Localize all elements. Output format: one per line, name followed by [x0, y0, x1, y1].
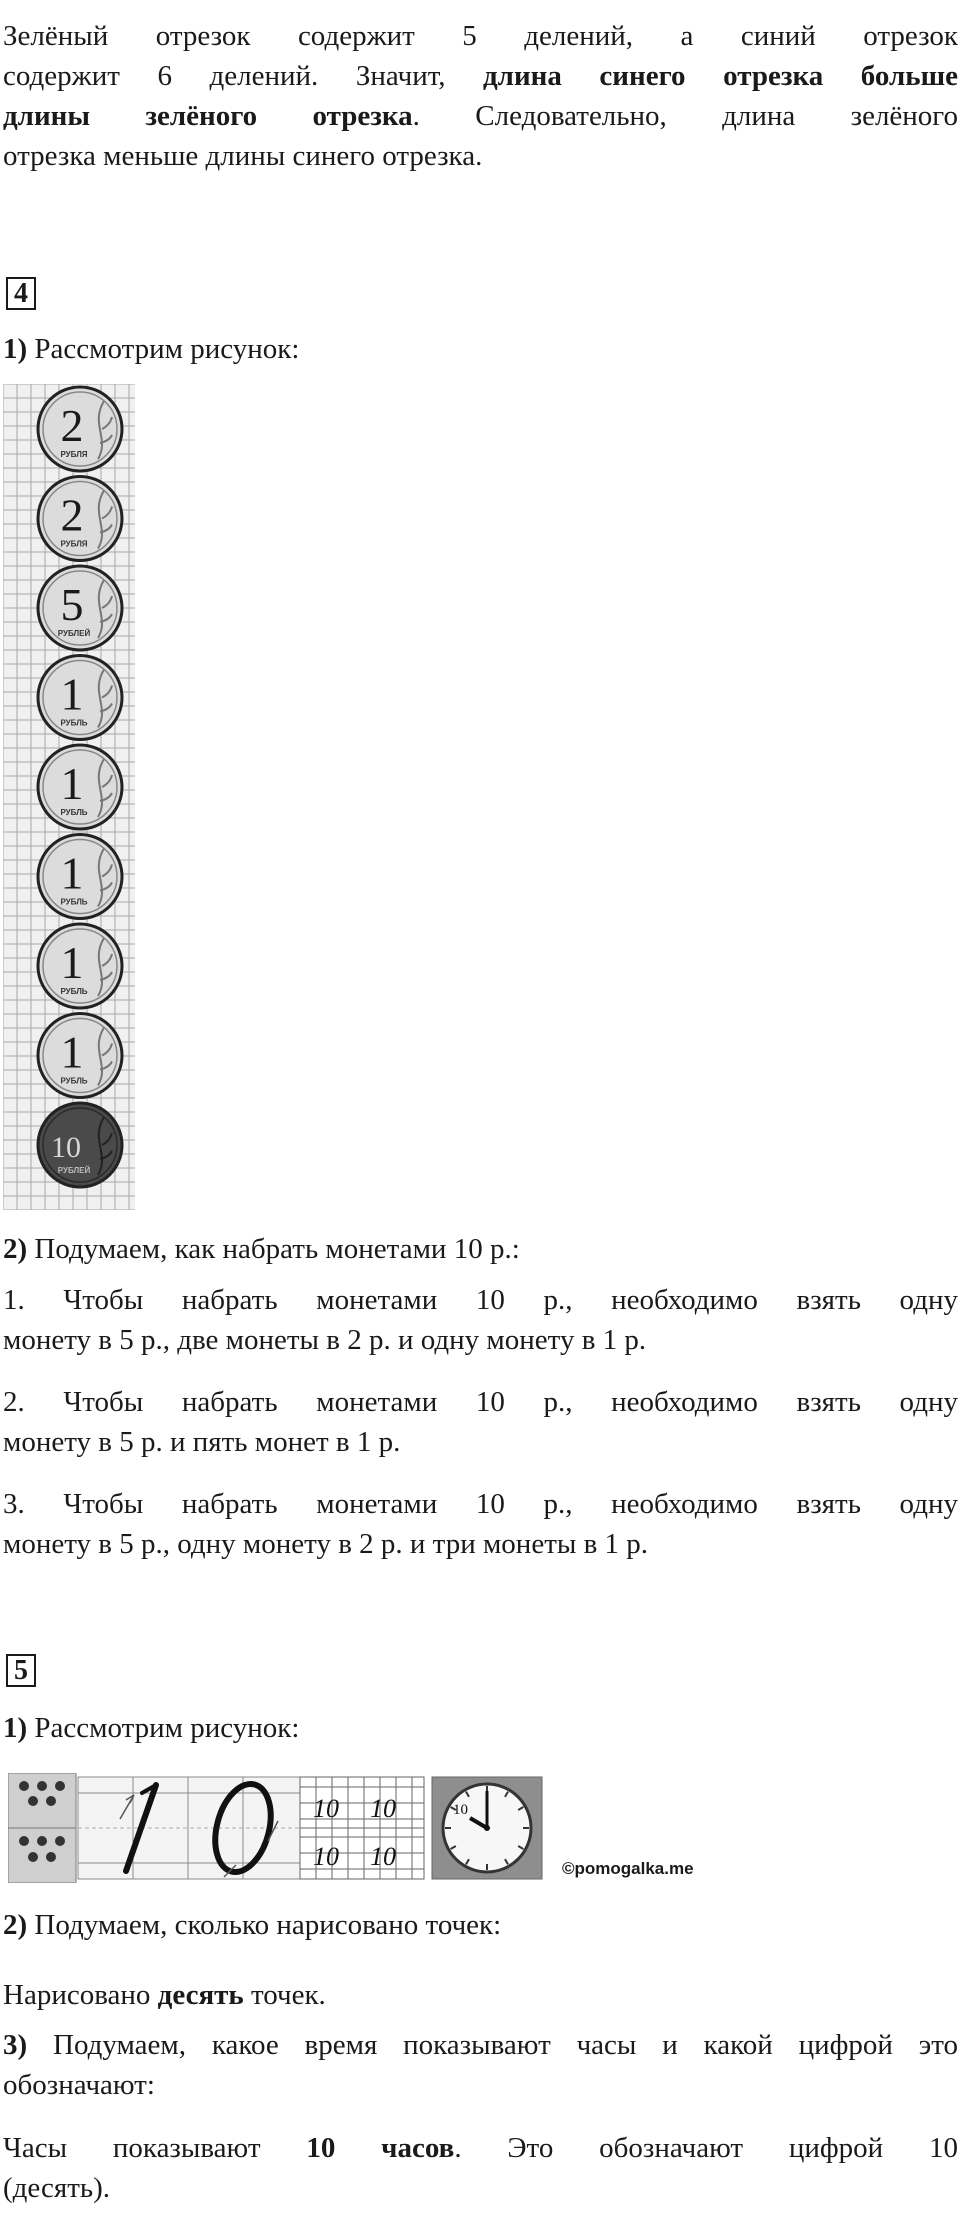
- coin-label: РУБЛЬ: [60, 808, 88, 817]
- intro-emphasis-2: длины зелёного отрезка: [3, 100, 413, 132]
- coin-value: 2: [60, 400, 84, 451]
- intro-paragraph: [3, 16, 958, 176]
- intro-emphasis: длина синего отрезка больше: [483, 60, 958, 92]
- option-3: 3. Чтобы набрать монетами 10 р., необходимо взять одну монету в 5 р., одну монету в 2 р. и три монеты в 1 р.: [3, 1488, 958, 1560]
- coin-value: 1: [60, 937, 84, 988]
- dots-panel: [8, 1773, 76, 1883]
- coin-2-rub: [38, 387, 122, 471]
- coin-value: 1: [60, 758, 84, 809]
- intro-line-4: отрезка меньше длины синего отрезка.: [3, 140, 483, 172]
- task4-step1: 1) Рассмотрим рисунок:: [3, 333, 300, 365]
- coin-label: РУБЛЕЙ: [57, 629, 91, 638]
- task5-step3: 3) Подумаем, какое время показывают часы и какой цифрой это обозначают:: [3, 2029, 958, 2101]
- coin-1-rub: [38, 745, 122, 829]
- coin-value: 1: [60, 668, 84, 720]
- coin-value: 5: [60, 579, 84, 630]
- task5-step1: 1) Рассмотрим рисунок:: [3, 1712, 300, 1744]
- coin-1-rub: [38, 835, 122, 919]
- coin-value: 10: [51, 1131, 81, 1164]
- number-ten-figure: [8, 1773, 548, 1883]
- coin-1-rub: [38, 1014, 122, 1098]
- clock-label: 10: [453, 1802, 468, 1818]
- grid-number-2: 10: [370, 1794, 396, 1823]
- intro-line-1: Зелёный отрезок содержит 5 делений, а синий отрезок: [3, 20, 958, 52]
- grid-number-1: 10: [313, 1794, 339, 1823]
- coins-figure: [3, 384, 135, 1210]
- coin-label: РУБЛЯ: [60, 539, 88, 549]
- grid-number-3: 10: [313, 1842, 339, 1871]
- coin-label: РУБЛЬ: [60, 1076, 88, 1086]
- grid-number-4: 10: [370, 1842, 396, 1871]
- handwriting-strip: [78, 1777, 300, 1879]
- coin-label: РУБЛЬ: [60, 718, 88, 728]
- task-number-4: 4: [6, 277, 36, 310]
- task-number-5: 5: [6, 1654, 36, 1687]
- task5-answer2: Нарисовано десять точек.: [3, 1979, 326, 2011]
- coin-10-rub: [38, 1103, 122, 1187]
- coin-label: РУБЛЬ: [60, 897, 88, 907]
- clock-icon: [432, 1777, 542, 1879]
- coin-value: 2: [60, 489, 84, 541]
- coin-1-rub: [38, 924, 122, 1008]
- task4-step2: 2) Подумаем, как набрать монетами 10 р.:: [3, 1233, 520, 1265]
- coin-label: РУБЛЯ: [60, 450, 88, 459]
- coin-2-rub: [38, 477, 122, 561]
- intro-line-2: содержит 6 делений. Значит, длина синего отрезка больше: [3, 60, 958, 92]
- option-1: 1. Чтобы набрать монетами 10 р., необходимо взять одну монету в 5 р., две монеты в 2 р. и одну монету в 1 р.: [3, 1284, 958, 1356]
- task5-step2: 2) Подумаем, сколько нарисовано точек:: [3, 1909, 502, 1941]
- copyright-text: ©pomogalka.me: [562, 1859, 694, 1878]
- coin-1-rub: [38, 656, 122, 740]
- coin-5-rub: [38, 566, 122, 650]
- option-2: 2. Чтобы набрать монетами 10 р., необходимо взять одну монету в 5 р. и пять монет в 1 р.: [3, 1386, 958, 1458]
- coin-value: 1: [60, 1026, 84, 1078]
- intro-line-3: длины зелёного отрезка. Следовательно, длина зелёного: [3, 100, 958, 132]
- coin-label: РУБЛЬ: [60, 987, 88, 996]
- task5-answer3: Часы показывают 10 часов. Это обозначают цифрой 10 (десять).: [3, 2132, 959, 2204]
- coin-value: 1: [60, 847, 84, 899]
- coin-label: РУБЛЕЙ: [57, 1166, 91, 1175]
